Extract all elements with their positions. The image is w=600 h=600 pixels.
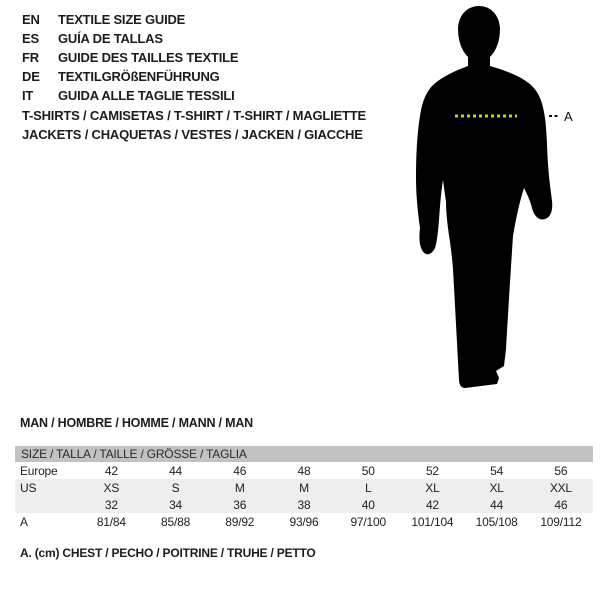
category-tshirts: T-SHIRTS / CAMISETAS / T-SHIRT / T-SHIRT / MAGLIETTE <box>22 108 366 123</box>
table-cell: M <box>272 479 336 496</box>
table-row-europe <box>15 462 593 479</box>
table-cell: 50 <box>361 463 375 478</box>
table-cell: 56 <box>554 463 568 478</box>
table-cell: 54 <box>490 463 504 478</box>
table-cell: S <box>143 479 207 496</box>
language-label: TEXTILE SIZE GUIDE <box>58 12 186 27</box>
table-cell: XS <box>79 479 143 496</box>
language-code: EN <box>22 12 40 27</box>
table-cell: 34 <box>143 496 207 513</box>
table-cell: 48 <box>297 463 311 478</box>
language-row <box>22 67 238 86</box>
table-cell: L <box>336 479 400 496</box>
table-cell: 97/100 <box>350 514 386 529</box>
table-cell: 109/112 <box>540 514 582 529</box>
row-label <box>15 496 79 513</box>
language-label: GUIDE DES TAILLES TEXTILE <box>58 50 239 65</box>
row-label: US <box>15 479 79 496</box>
language-code: DE <box>22 69 40 84</box>
man-silhouette <box>416 6 552 388</box>
table-cell: 42 <box>104 463 118 478</box>
table-cell: XL <box>400 479 464 496</box>
section-title-man: MAN / HOMBRE / HOMME / MANN / MAN <box>20 416 253 430</box>
category-jackets: JACKETS / CHAQUETAS / VESTES / JACKEN / GIACCHE <box>22 127 363 142</box>
table-cell: 36 <box>208 496 272 513</box>
size-table-header: SIZE / TALLA / TAILLE / GRÖSSE / TAGLIA <box>15 446 593 462</box>
language-label: GUÍA DE TALLAS <box>58 31 163 46</box>
category-list <box>22 106 366 144</box>
table-cell: 38 <box>272 496 336 513</box>
language-label: GUIDA ALLE TAGLIE TESSILI <box>58 88 235 103</box>
table-cell: 44 <box>169 463 183 478</box>
language-row <box>22 48 238 67</box>
language-row <box>22 10 238 29</box>
table-cell: 46 <box>529 496 593 513</box>
table-cell: M <box>208 479 272 496</box>
language-row <box>22 86 238 105</box>
measure-label-a: A <box>564 109 573 124</box>
table-cell: 89/92 <box>225 514 255 529</box>
language-code: IT <box>22 88 34 103</box>
table-cell: 105/108 <box>475 514 518 529</box>
table-cell: 42 <box>400 496 464 513</box>
table-row-us <box>15 479 593 496</box>
table-cell: 32 <box>79 496 143 513</box>
size-table <box>15 446 593 530</box>
language-label: TEXTILGRÖßENFÜHRUNG <box>58 69 220 84</box>
table-cell: XL <box>465 479 529 496</box>
table-cell: 101/104 <box>411 514 454 529</box>
row-label: Europe <box>20 463 58 478</box>
table-cell: 81/84 <box>96 514 126 529</box>
size-table-header-row <box>15 446 593 462</box>
table-cell: 40 <box>336 496 400 513</box>
table-cell: 93/96 <box>289 514 319 529</box>
row-label: A <box>20 514 28 529</box>
man-silhouette-figure <box>413 4 577 392</box>
table-cell: 85/88 <box>161 514 191 529</box>
table-row-chest-a <box>15 513 593 530</box>
language-code: ES <box>22 31 39 46</box>
language-list <box>22 10 238 105</box>
language-code: FR <box>22 50 39 65</box>
table-row-alt-size <box>15 496 593 513</box>
measurement-footnote: A. (cm) CHEST / PECHO / POITRINE / TRUHE / PETTO <box>20 546 316 560</box>
table-cell: 44 <box>465 496 529 513</box>
language-row <box>22 29 238 48</box>
table-cell: 52 <box>425 463 439 478</box>
table-cell: 46 <box>233 463 247 478</box>
table-cell: XXL <box>529 479 593 496</box>
